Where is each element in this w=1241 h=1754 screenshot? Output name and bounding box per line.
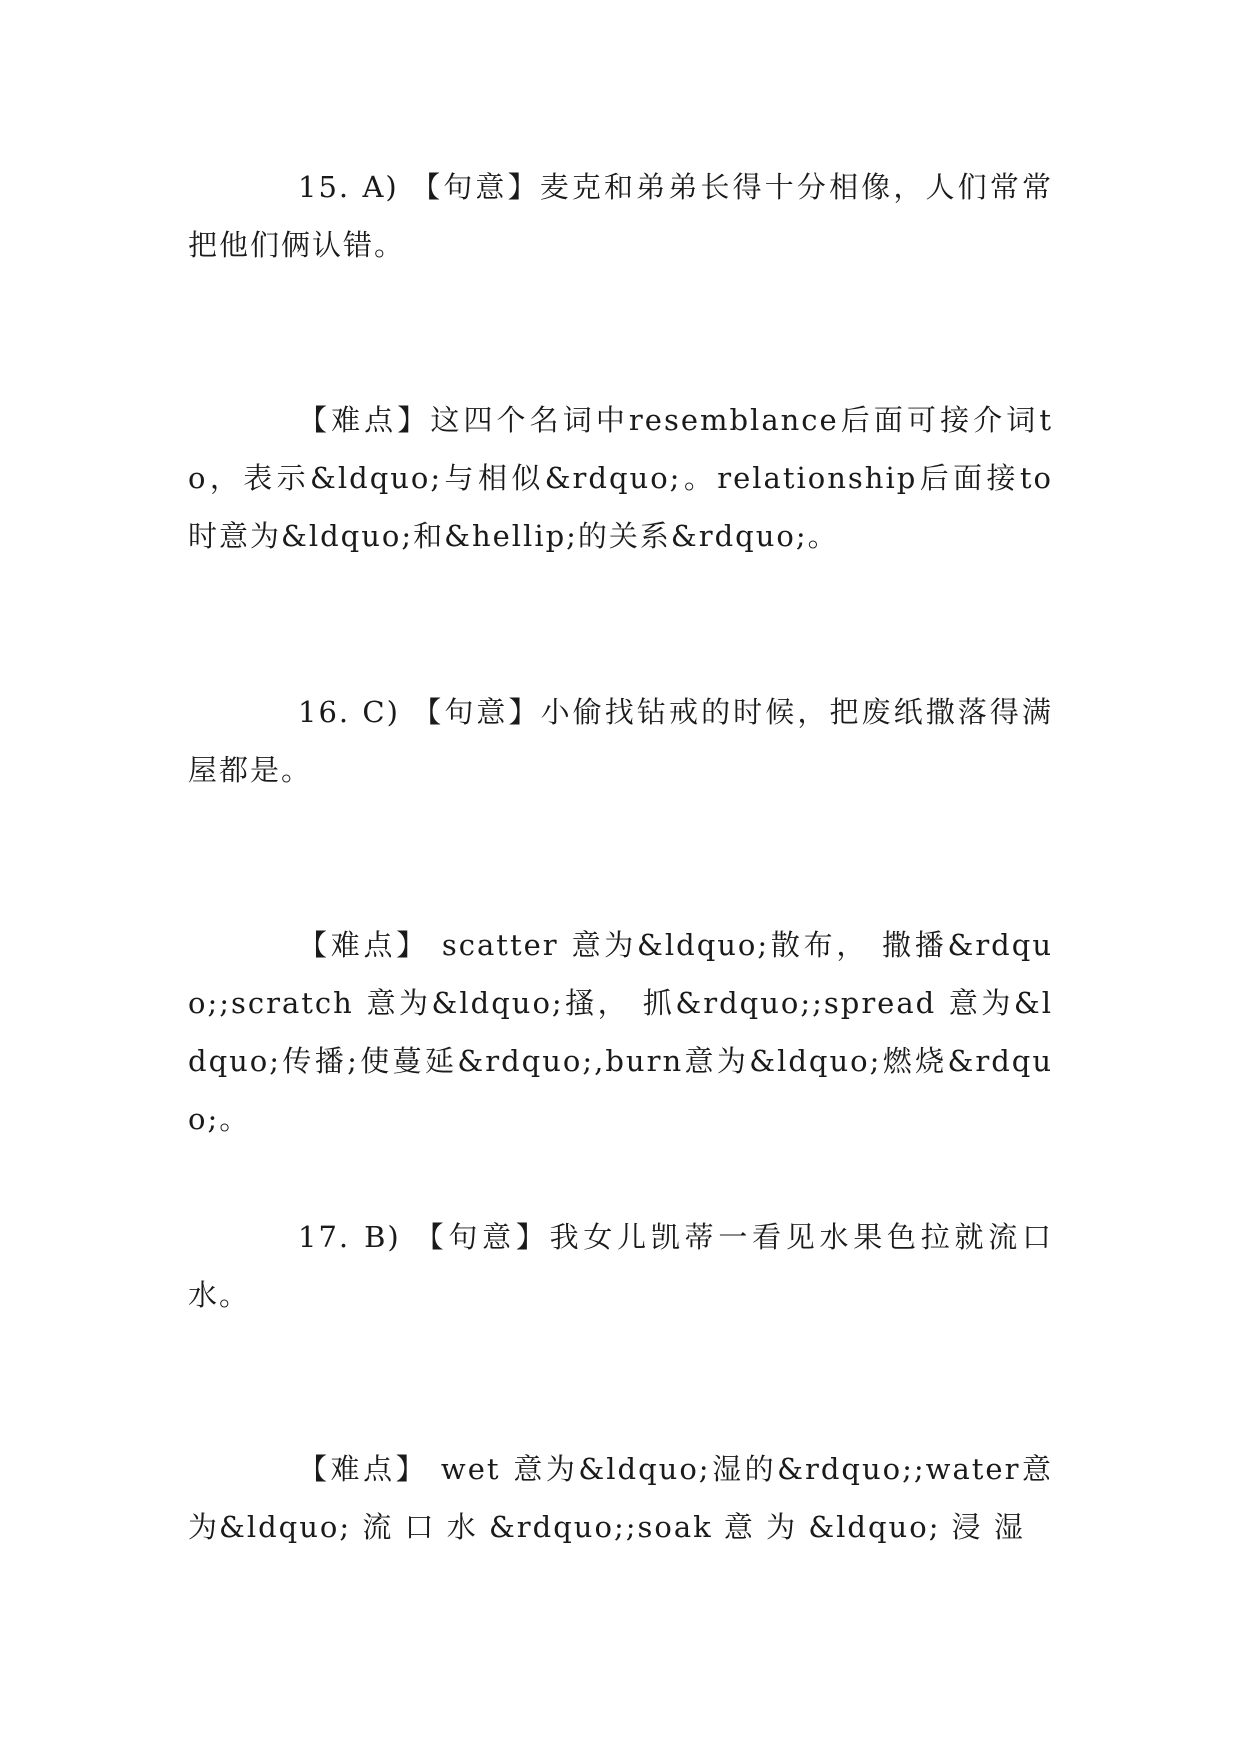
answer-17-meaning: 17. B) 【句意】我女儿凯蒂一看见水果色拉就流口水。 [188,1220,1053,1312]
answer-16-difficulty: 【难点】 scatter 意为&ldquo;散布， 撒播&rdquo;;scratch 意为&ldquo;搔， 抓&rdquo;;spread 意为&ldquo;传播;使蔓延&rdquo;,burn意为&ldquo;燃烧&rdquo;。 [188,928,1053,1136]
answer-15-meaning: 15. A) 【句意】麦克和弟弟长得十分相像，人们常常把他们俩认错。 [188,170,1053,262]
answer-17-difficulty: 【难点】 wet 意为&ldquo;湿的&rdquo;;water意为&ldquo; 流 口 水 &rdquo;;soak 意 为 &ldquo; 浸 湿 [188,1452,1053,1544]
answer-15-difficulty: 【难点】这四个名词中resemblance后面可接介词to，表示&ldquo;与相似&rdquo;。relationship后面接to 时意为&ldquo;和&hellip;的关系&rdquo;。 [188,403,1053,553]
answer-16-meaning: 16. C) 【句意】小偷找钻戒的时候，把废纸撒落得满屋都是。 [188,695,1053,787]
